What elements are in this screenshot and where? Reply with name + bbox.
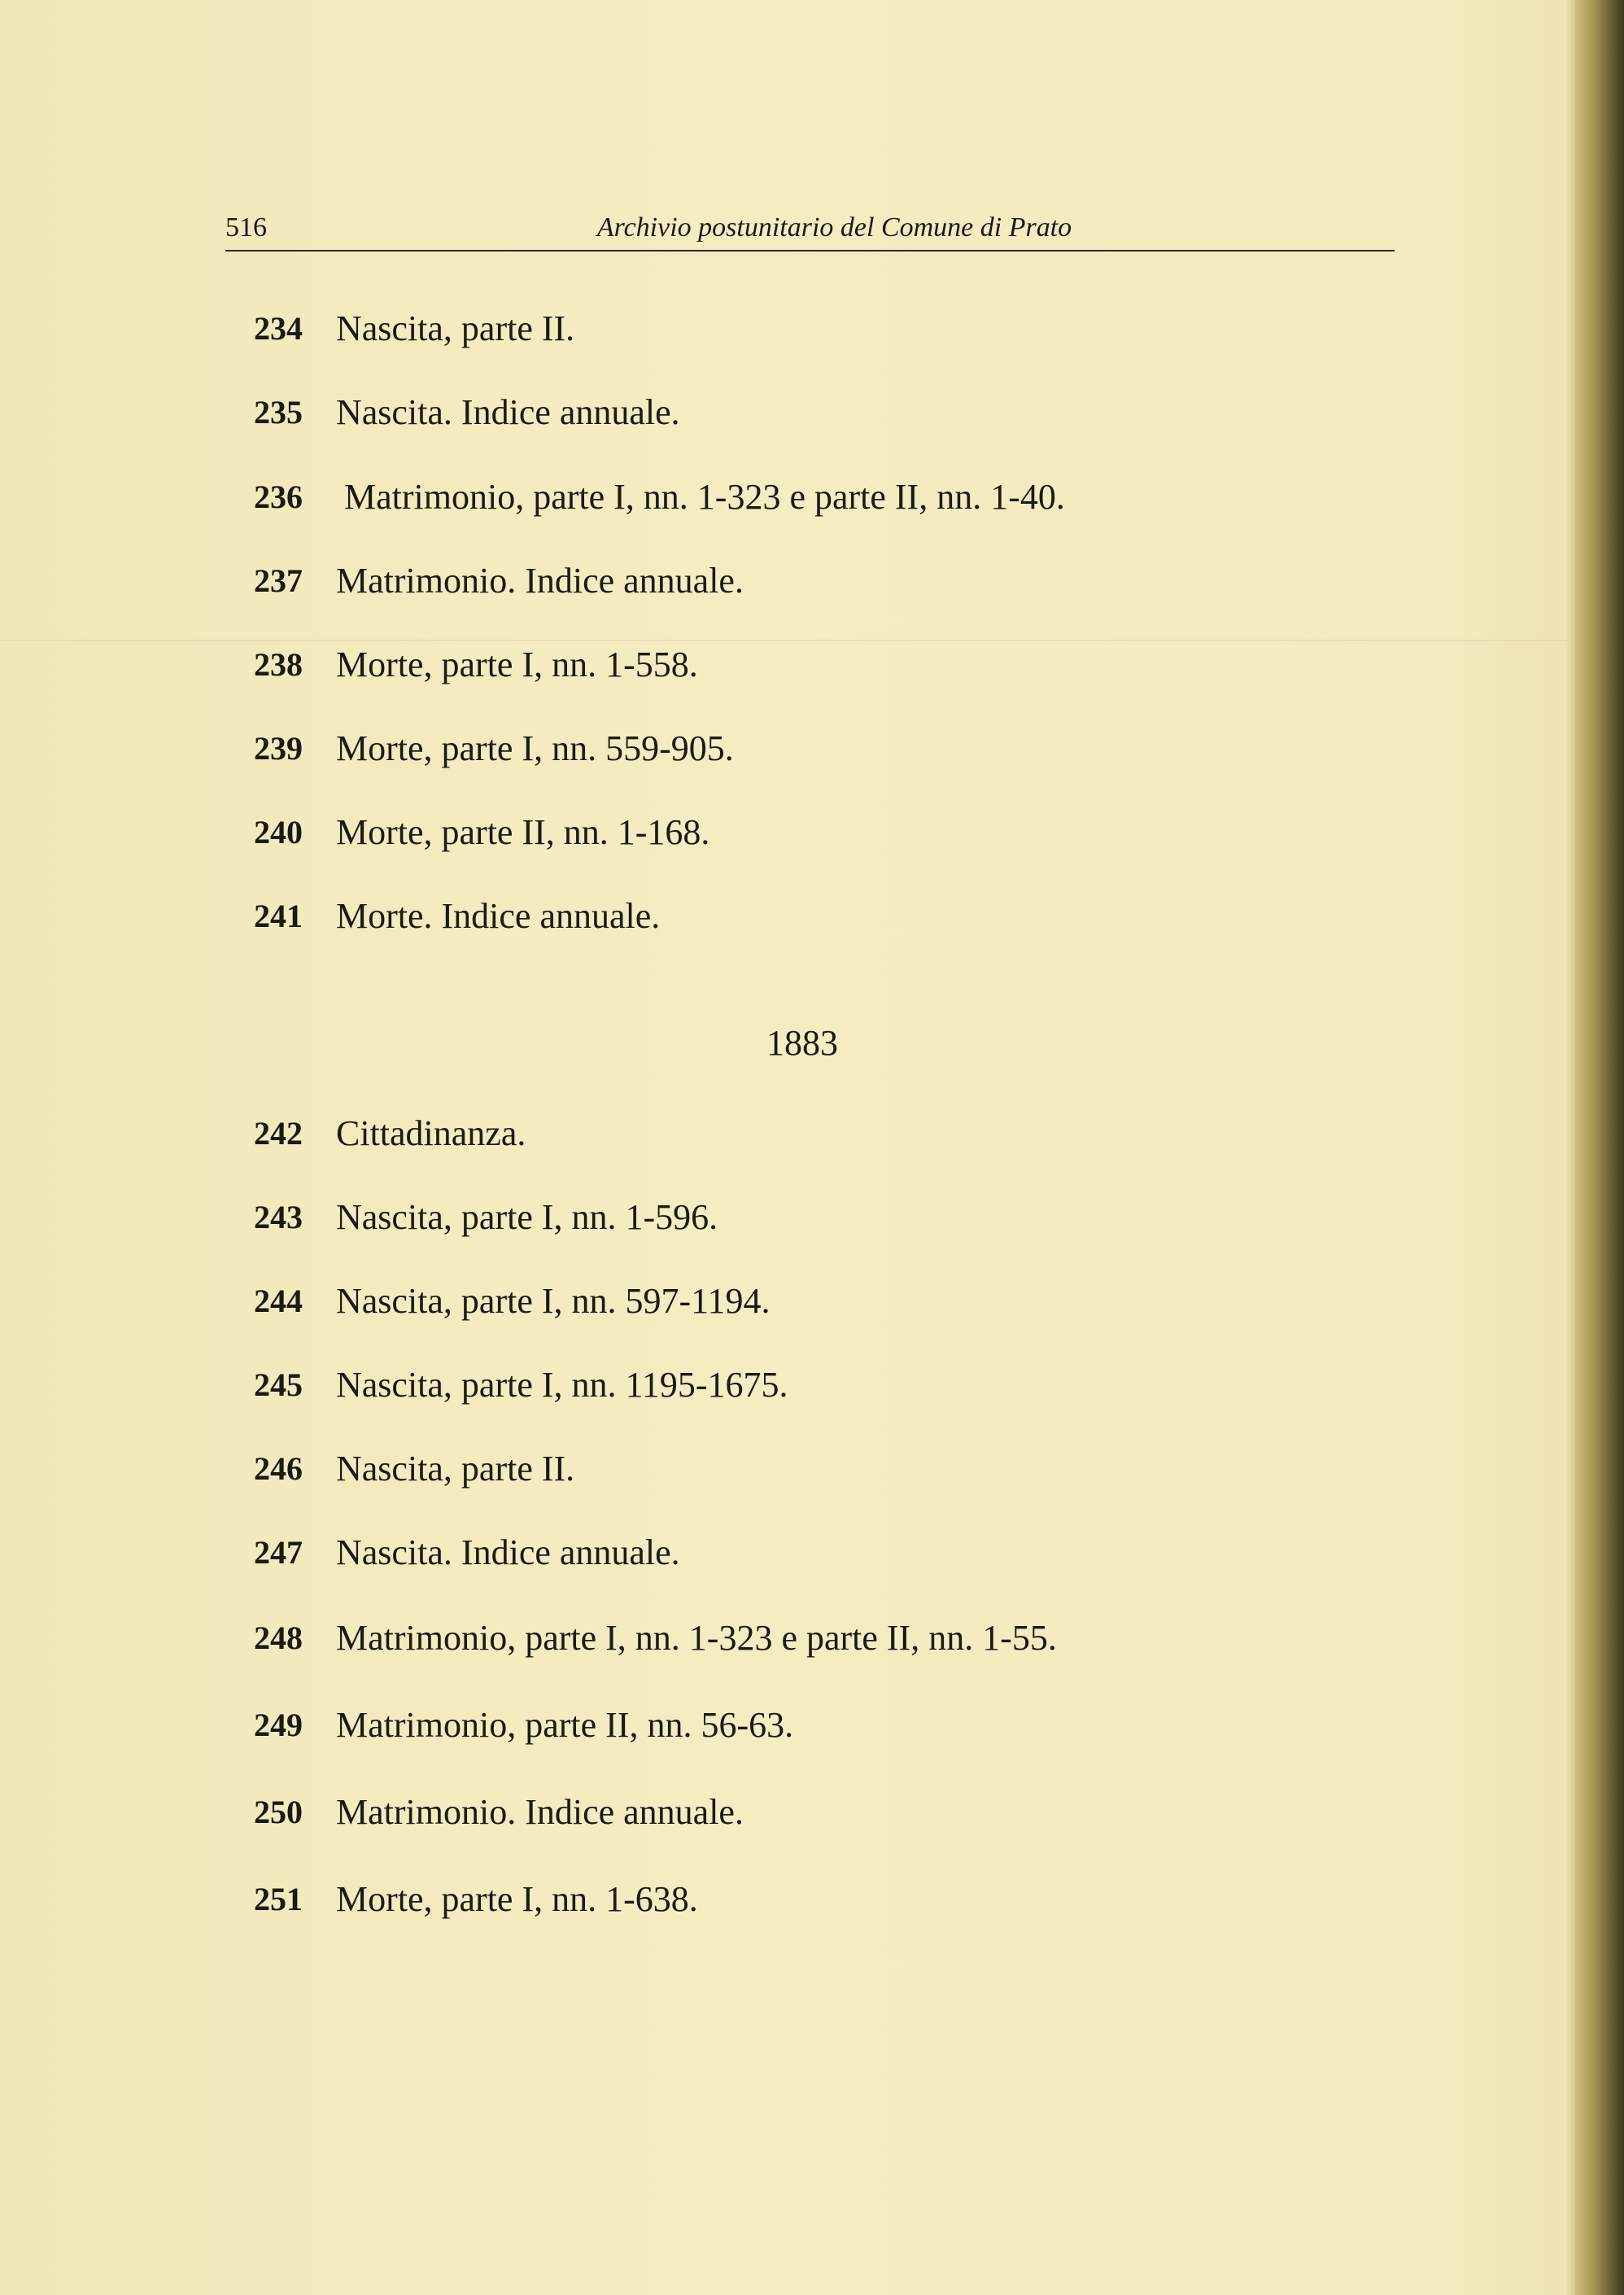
entry-description: Nascita. Indice annuale. — [336, 392, 680, 432]
entry-description: Nascita, parte II. — [336, 308, 575, 348]
entry-number: 243 — [254, 1199, 303, 1235]
entry-number: 246 — [254, 1450, 303, 1487]
entry-description: Matrimonio, parte I, nn. 1-323 e parte II, nn. 1-40. — [344, 477, 1065, 517]
entry-description: Matrimonio. Indice annuale. — [336, 561, 744, 601]
entry-number: 240 — [254, 814, 303, 850]
entry-number: 251 — [254, 1881, 303, 1917]
list-item — [225, 1615, 1283, 1661]
entry-number: 237 — [254, 562, 303, 599]
entry-description: Morte. Indice annuale. — [336, 896, 661, 936]
entry-number: 244 — [254, 1283, 303, 1319]
list-item — [225, 390, 1283, 435]
list-item — [225, 1279, 1283, 1324]
page-edge — [1567, 0, 1575, 2295]
list-item — [225, 642, 1283, 688]
entry-description: Matrimonio, parte I, nn. 1-323 e parte II, nn. 1-55. — [336, 1618, 1057, 1658]
entry-number: 234 — [254, 310, 303, 347]
list-item — [225, 306, 1283, 352]
list-item — [225, 1446, 1283, 1492]
entry-description: Morte, parte I, nn. 1-558. — [336, 645, 698, 684]
list-item — [225, 1530, 1283, 1576]
list-item — [225, 1111, 1283, 1156]
list-item — [225, 474, 1283, 520]
entry-number: 247 — [254, 1534, 303, 1571]
list-item — [225, 894, 1283, 939]
entry-number: 235 — [254, 394, 303, 431]
entry-number: 250 — [254, 1794, 303, 1830]
list-item — [225, 810, 1283, 855]
entry-description: Cittadinanza. — [336, 1113, 526, 1153]
list-item — [225, 1195, 1283, 1240]
list-item — [225, 1877, 1283, 1922]
entry-number: 248 — [254, 1620, 303, 1656]
entry-description: Nascita, parte I, nn. 1-596. — [336, 1197, 718, 1237]
entry-number: 245 — [254, 1366, 303, 1403]
entry-number: 236 — [254, 479, 303, 515]
entry-description: Matrimonio, parte II, nn. 56-63. — [336, 1705, 794, 1745]
list-item — [225, 726, 1283, 772]
entry-description: Morte, parte I, nn. 559-905. — [336, 728, 734, 768]
entry-number: 249 — [254, 1707, 303, 1743]
book-spine — [1575, 0, 1624, 2295]
list-item — [225, 558, 1283, 604]
entry-number: 239 — [254, 730, 303, 767]
list-item — [225, 1362, 1283, 1408]
entry-number: 242 — [254, 1115, 303, 1152]
page-header — [225, 208, 1395, 251]
entry-description: Nascita, parte I, nn. 597-1194. — [336, 1281, 771, 1321]
entry-description: Morte, parte II, nn. 1-168. — [336, 812, 710, 852]
entry-description: Nascita, parte I, nn. 1195-1675. — [336, 1365, 788, 1405]
faint-rule — [0, 640, 1624, 641]
page-number: 516 — [225, 212, 267, 243]
entry-number: 238 — [254, 646, 303, 683]
entry-description: Morte, parte I, nn. 1-638. — [336, 1879, 698, 1919]
entry-number: 241 — [254, 898, 303, 934]
entry-description: Matrimonio. Indice annuale. — [336, 1792, 744, 1832]
running-title: Archivio postunitario del Comune di Prato — [596, 212, 1072, 243]
list-item — [225, 1790, 1283, 1835]
entry-description: Nascita. Indice annuale. — [336, 1532, 680, 1572]
list-item — [225, 1703, 1283, 1748]
year-heading: 1883 — [766, 1023, 838, 1063]
entry-description: Nascita, parte II. — [336, 1449, 575, 1488]
